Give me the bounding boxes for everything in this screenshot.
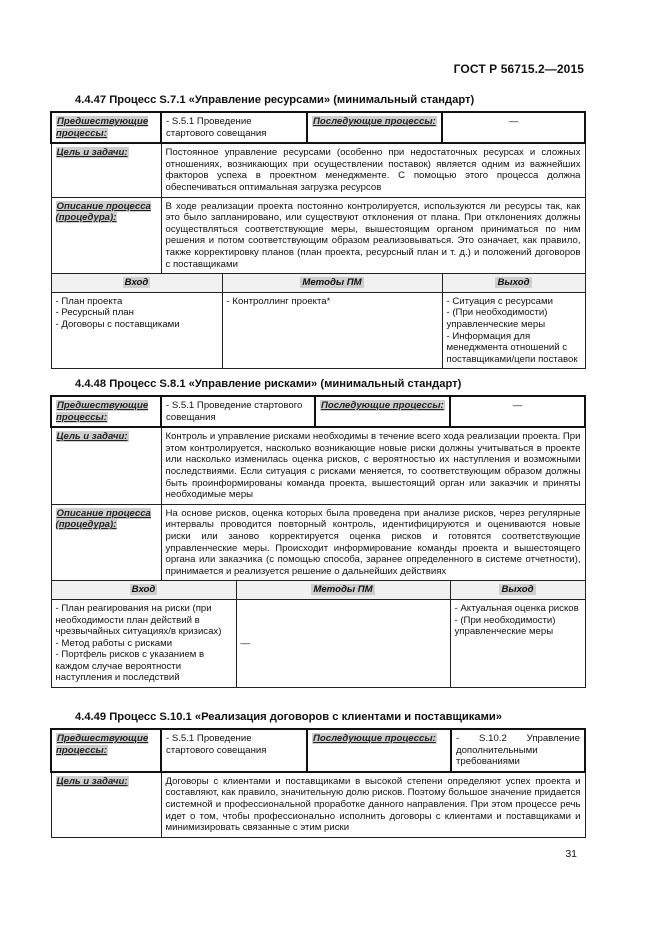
successors-label: Последующие процессы: xyxy=(313,116,436,127)
predecessors-label-cell xyxy=(51,729,161,772)
goals-label: Цель и задачи: xyxy=(56,147,128,159)
page-number: 31 xyxy=(565,848,577,860)
input-header-cell xyxy=(51,274,222,293)
input-item: - Портфель рисков с указанием в каждом случае вероятности наступления и последствий xyxy=(55,649,205,684)
goals-text: Контроль и управление рисками необходимы в течение всего хода реализации проекта. При этом контролируется, насколько возникающие новые риски должны учитываться в проекте или насколько изменилась оценка рисков, с вероятностью их наступления и возможными последствиями. Если ситуация с рисками меняется, то соответствующим образом должны быть проинформированы команда проекта, вышестоящий орган или заказчик и приняты необходимые меры xyxy=(161,427,585,504)
predecessors-label-cell xyxy=(51,112,161,143)
predecessors-label-cell xyxy=(51,396,161,427)
methods-header: Методы ПМ xyxy=(313,584,373,596)
output-item: - Актуальная оценка рисков xyxy=(454,602,579,614)
input-header: Вход xyxy=(131,584,156,596)
inputs-cell xyxy=(51,599,236,687)
output-header: Выход xyxy=(497,277,530,289)
successors-label: Последующие процессы: xyxy=(321,400,444,411)
goals-label-cell xyxy=(51,143,161,197)
description-label: Описание процесса (процедура): xyxy=(55,200,151,224)
successors-value: — xyxy=(442,112,585,143)
output-item: - Ситуация с ресурсами xyxy=(446,295,553,307)
predecessors-value: - S.5.1 Проведение стартового совещания xyxy=(161,396,315,427)
input-header: Вход xyxy=(124,277,149,289)
goals-label-cell xyxy=(51,427,161,504)
predecessors-label: Предшествующие процессы: xyxy=(56,116,149,139)
successors-label-cell xyxy=(307,112,442,143)
output-header-cell xyxy=(442,274,585,293)
description-text: На основе рисков, оценка которых была проведена при анализе рисков, через регулярные интервалы проводится повторный контроль, идентифицируются и оцениваются новые риски или заново корректируется оценка рисков и готовятся соответствующие управленческие меры. Происходит информирование команды проекта и вышестоящего органа или заказчика (с помощью способа, заранее определенного в системе отчетности), принимается и реализуется решение о дальнейших действиях xyxy=(161,504,585,581)
predecessors-label: Предшествующие процессы: xyxy=(56,400,149,423)
successors-value: - S.10.2 Управление дополнительными требованиями xyxy=(451,729,585,772)
methods-cell xyxy=(222,292,442,369)
input-item: - План проекта xyxy=(55,295,123,307)
output-item: - Информация для менеджмента отношений с поставщиками/цепи поставок xyxy=(446,330,578,365)
inputs-cell xyxy=(51,292,222,369)
outputs-cell xyxy=(442,292,585,369)
goals-label: Цель и задачи: xyxy=(56,431,128,443)
document-id: ГОСТ Р 56715.2—2015 xyxy=(453,62,584,76)
description-text: В ходе реализации проекта постоянно контролируется, используются ли ресурсы так, как это было запланировано, или существуют отклонения от плана. При отклонениях должны осуществляться соответствующие меры, вышестоящим органом приниматься по ним решения и потом соответствующим образом реализовываться. Это означает, как правило, также корректировку планов (план проекта, ресурсный план и т. д.) и положений договоров с поставщиками xyxy=(161,197,585,274)
methods-header-cell xyxy=(222,274,442,293)
description-label-cell xyxy=(51,504,161,581)
section-title: 4.4.49 Процесс S.10.1 «Реализация договоров с клиентами и поставщиками» xyxy=(75,711,502,723)
output-header-cell xyxy=(450,581,585,600)
goals-text: Договоры с клиентами и поставщиками в высокой степени определяют успех проекта и составляют, как правило, значительную долю рисков. Поэтому большое значение придается системной и профессиональной проработке данного направления. При этом процессе речь идет о том, чтобы профессионально исполнить договоры с клиентами и поставщиками и минимизировать связанные с этим риски xyxy=(161,772,585,837)
process-table xyxy=(50,395,586,688)
successors-label-cell xyxy=(307,729,451,772)
description-label: Описание процесса (процедура): xyxy=(55,507,151,531)
goals-text: Постоянное управление ресурсами (особенно при недостаточных ресурсах и сложных отношениях, возникающих при осуществлении поставок) является одним из важнейших факторов успеха в проектном менеджменте. С помощью этого процесса должна обеспечиваться оптимальная загрузка ресурсов xyxy=(161,143,585,197)
input-item: - Ресурсный план xyxy=(55,307,134,319)
input-item: - Договоры с поставщиками xyxy=(55,318,180,330)
output-item: - (При необходимости) управленческие меры xyxy=(446,307,548,330)
methods-cell xyxy=(236,599,450,687)
predecessors-value: - S.5.1 Проведение стартового совещания xyxy=(161,729,307,772)
predecessors-value: - S.5.1 Проведение стартового совещания xyxy=(161,112,307,143)
method-item: - Контроллинг проекта* xyxy=(226,295,331,307)
successors-value: — xyxy=(450,396,585,427)
successors-label: Последующие процессы: xyxy=(313,733,436,744)
process-table xyxy=(50,111,586,369)
methods-header: Методы ПМ xyxy=(302,277,362,289)
successors-label-cell xyxy=(315,396,450,427)
input-item: - Метод работы с рисками xyxy=(55,637,173,649)
output-item: - (При необходимости) управленческие меры xyxy=(454,614,556,638)
outputs-cell xyxy=(450,599,585,687)
process-table xyxy=(50,728,586,838)
goals-label: Цель и задачи: xyxy=(56,775,128,787)
input-item: - План реагирования на риски (при необходимости план действий в чрезвычайных ситуациях/в кризисах) xyxy=(55,602,222,638)
output-header: Выход xyxy=(501,584,534,596)
methods-header-cell xyxy=(236,581,450,600)
section-title: 4.4.47 Процесс S.7.1 «Управление ресурсами» (минимальный стандарт) xyxy=(75,94,475,106)
predecessors-label: Предшествующие процессы: xyxy=(56,733,149,756)
input-header-cell xyxy=(51,581,236,600)
description-label-cell xyxy=(51,197,161,274)
section-title: 4.4.48 Процесс S.8.1 «Управление рисками» (минимальный стандарт) xyxy=(75,378,462,390)
goals-label-cell xyxy=(51,772,161,837)
method-item: — xyxy=(240,637,251,649)
